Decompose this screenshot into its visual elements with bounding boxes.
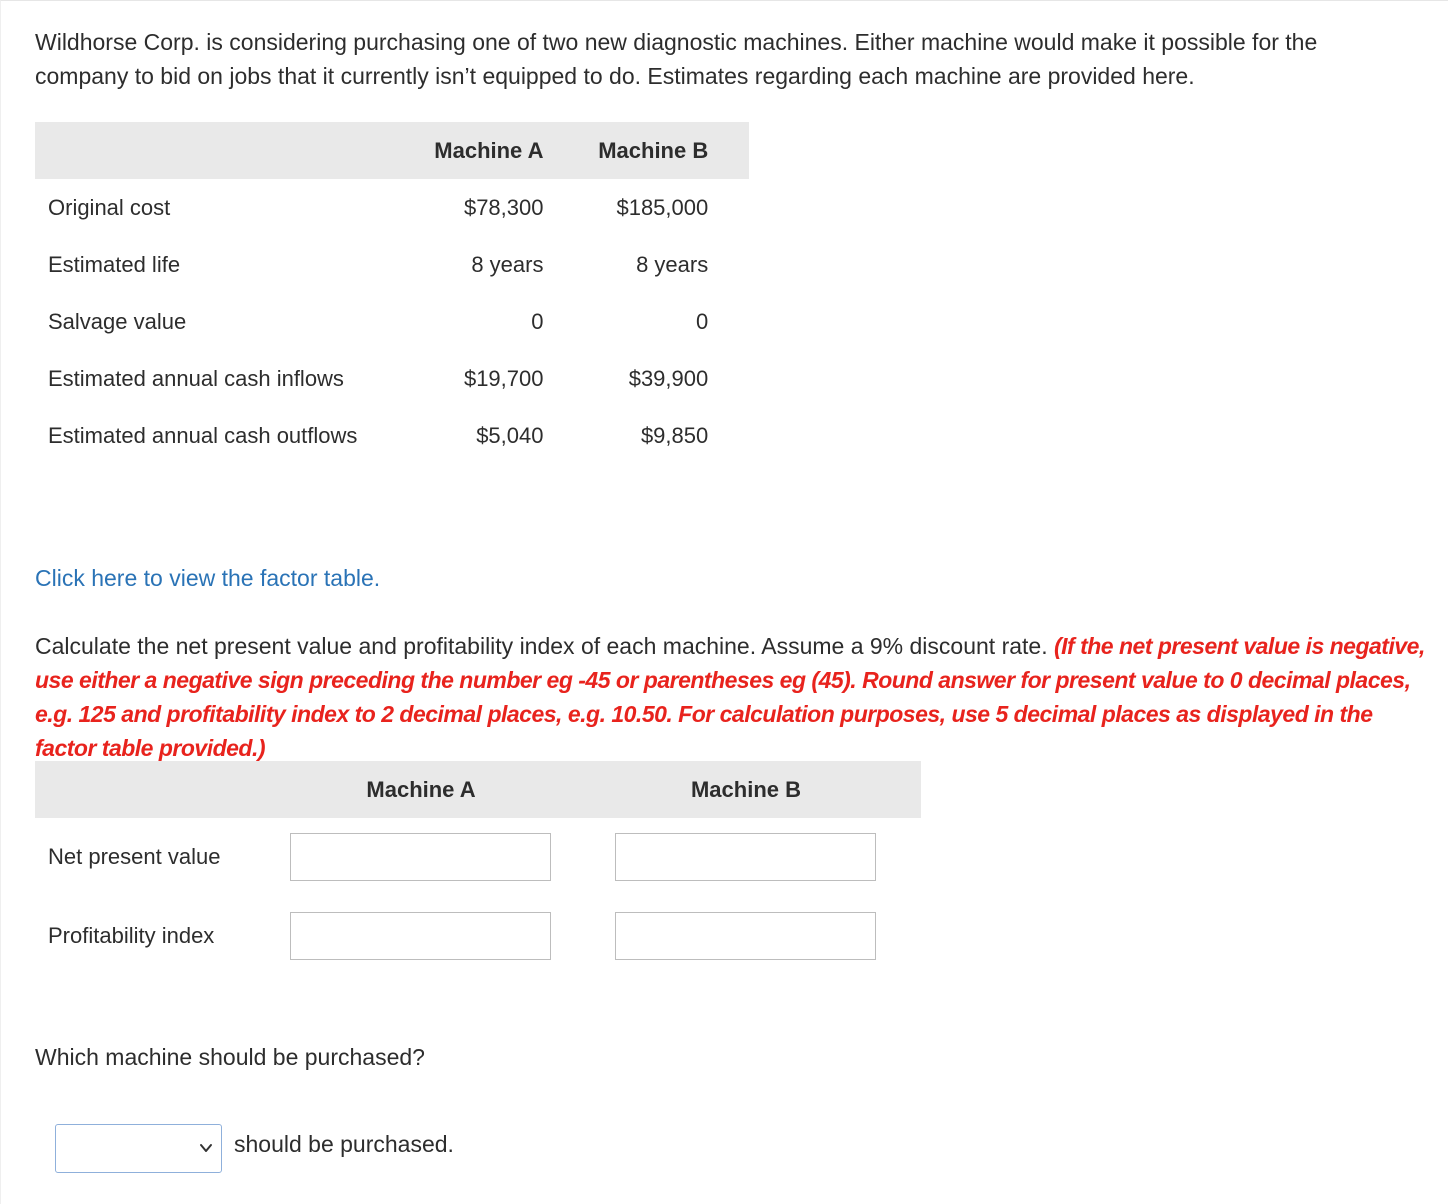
answer-header-machine-b: Machine B	[690, 777, 802, 802]
estimates-header-machine-b: Machine B	[543, 122, 708, 179]
machine-a-value: 0	[531, 308, 544, 334]
machine-a-value: $5,040	[476, 422, 544, 448]
instructions-main: Calculate the net present value and profitability index of each machine. Assume a 9% discount rate.	[35, 633, 1054, 659]
machine-a-value: $78,300	[463, 194, 544, 220]
answer-table-header	[35, 761, 921, 818]
purchase-question: Which machine should be purchased?	[35, 1044, 425, 1070]
answer-header-machine-a: Machine A	[366, 777, 476, 802]
pi-machine-b-input[interactable]	[615, 912, 876, 960]
machine-select[interactable]	[55, 1124, 222, 1173]
estimates-header-row	[35, 122, 749, 179]
machine-b-value: $9,850	[640, 422, 709, 448]
machine-b-value: $185,000	[616, 194, 709, 220]
instructions-note: (If the net present value is negative, use either a negative sign preceding the number eg -45 or parentheses eg (45). Round answer for present value to 0 decimal places, e.g. 125 and profitability index to 2 decimal places, e.g. 10.50. For calculation purposes, use 5 decimal places as displayed in the factor table provided.)	[35, 633, 1425, 761]
row-label: Salvage value	[48, 308, 187, 334]
pi-machine-a-input[interactable]	[290, 912, 551, 960]
row-label: Estimated annual cash outflows	[48, 422, 358, 448]
npv-machine-a-input[interactable]	[290, 833, 551, 881]
row-label: Original cost	[48, 194, 171, 220]
instructions	[35, 629, 1430, 765]
machine-a-value: 8 years	[471, 251, 544, 277]
row-label: Estimated life	[48, 251, 181, 277]
table-row	[35, 350, 749, 407]
npv-label: Net present value	[48, 844, 221, 869]
table-row	[35, 179, 749, 236]
should-be-purchased-text: should be purchased.	[234, 1131, 454, 1157]
machine-b-value: $39,900	[628, 365, 709, 391]
machine-a-value: $19,700	[463, 365, 544, 391]
estimates-header-machine-a: Machine A	[400, 122, 543, 179]
estimates-table	[35, 122, 749, 464]
profitability-index-label: Profitability index	[48, 923, 215, 948]
machine-b-value: 8 years	[636, 251, 709, 277]
row-label: Estimated annual cash inflows	[48, 365, 344, 391]
estimates-header-blank	[35, 122, 400, 179]
machine-b-value: 0	[695, 308, 709, 334]
estimates-header-pad	[708, 122, 749, 179]
table-row	[35, 236, 749, 293]
table-row	[35, 407, 749, 464]
table-row	[35, 293, 749, 350]
chevron-down-icon	[199, 1141, 213, 1155]
intro-text: Wildhorse Corp. is considering purchasing one of two new diagnostic machines. Either machine would make it possible for the company to bid on jobs that it currently isn’t equipped to do. Estimates regarding each machine are provided here.	[35, 29, 1318, 89]
npv-machine-b-input[interactable]	[615, 833, 876, 881]
factor-table-link[interactable]: Click here to view the factor table.	[35, 565, 381, 591]
